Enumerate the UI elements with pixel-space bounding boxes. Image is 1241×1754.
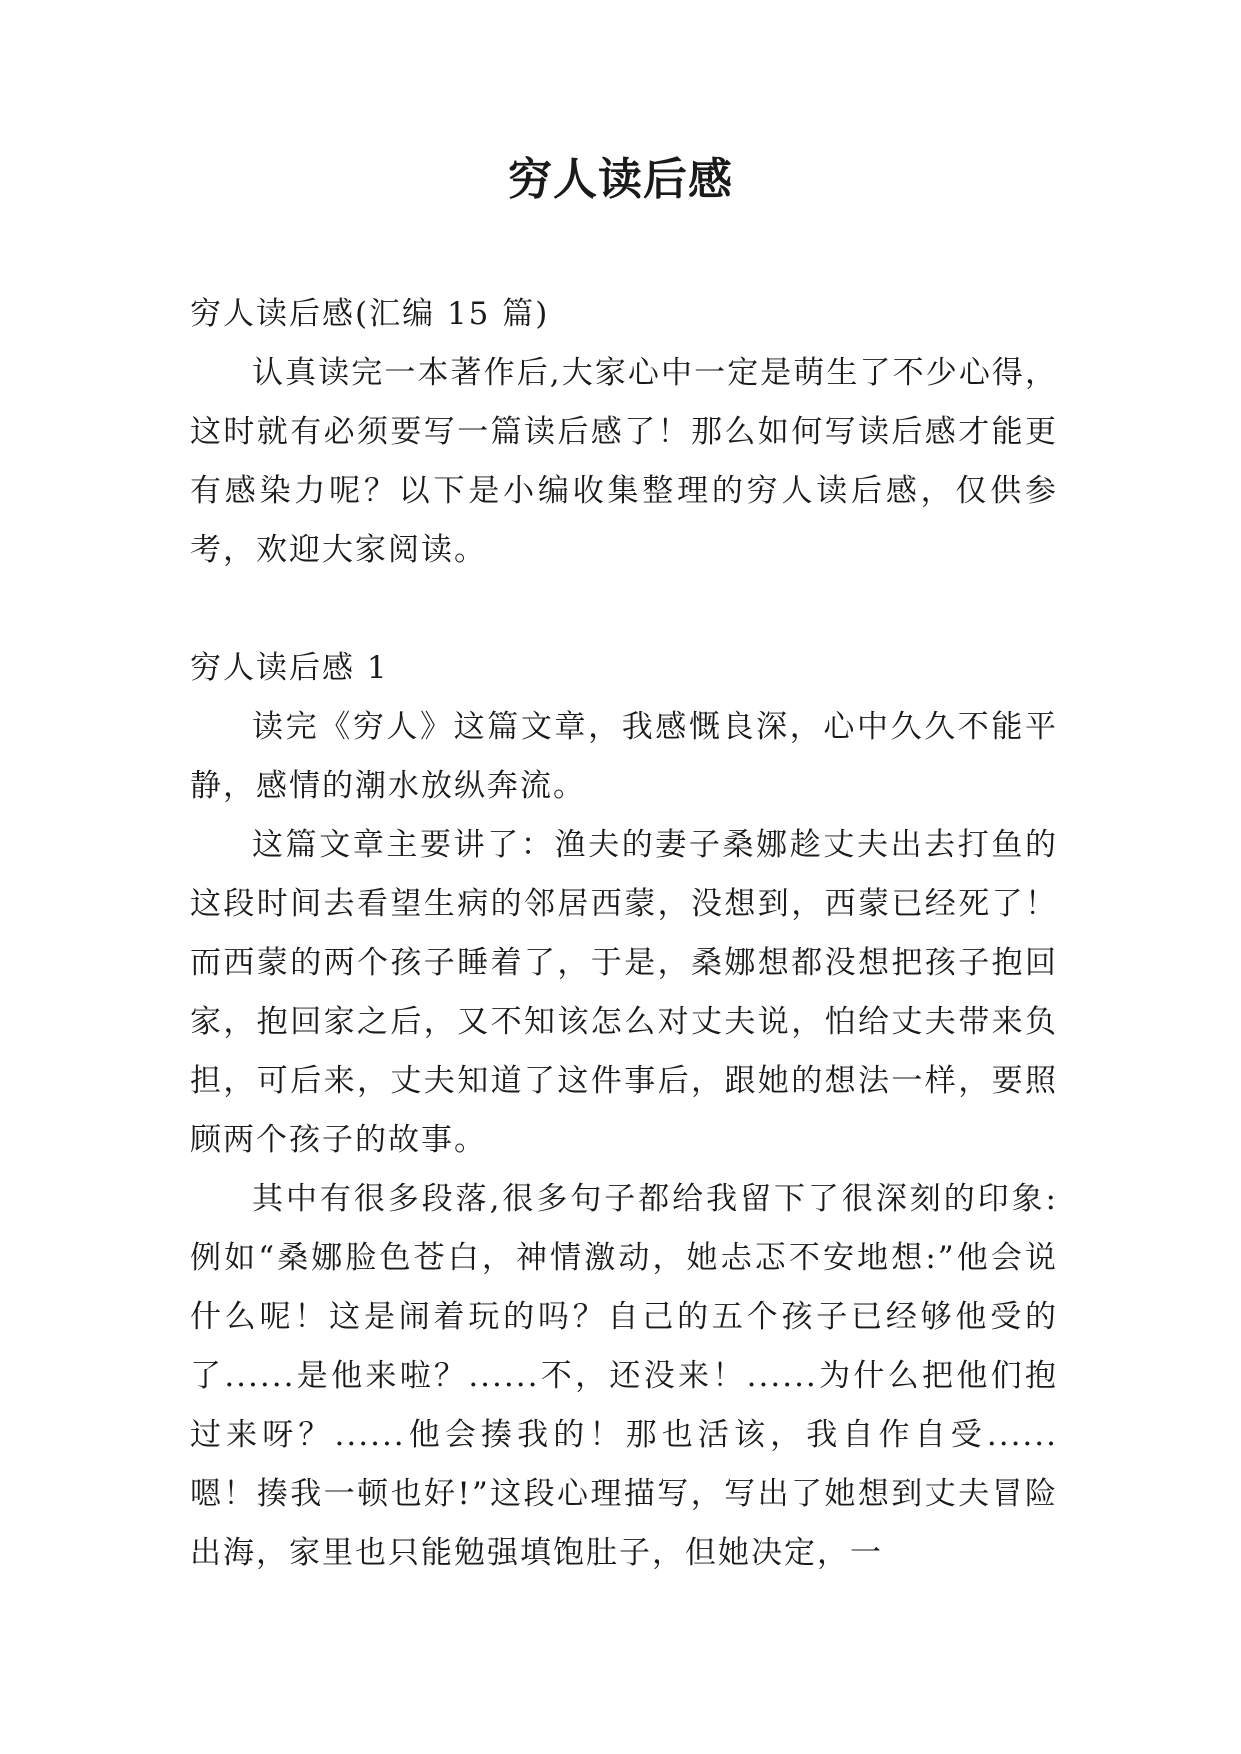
body-paragraph: 其中有很多段落,很多句子都给我留下了很深刻的印象:例如“桑娜脸色苍白，神情激动，她忐忑不安地想:”他会说什么呢！这是闹着玩的吗？自己的五个孩子已经够他受的了......是他来啦？......不，还没来！......为什么把他们抱过来呀？......他会揍我的！那也活该，我自作自受......嗯！揍我一顿也好!”这段心理描写，写出了她想到丈夫冒险出海，家里也只能勉强填饱肚子，但她决定，一 <box>190 1181 1058 1571</box>
collection-heading: 穷人读后感(汇编 15 篇) <box>190 296 550 332</box>
body-paragraph: 读完《穷人》这篇文章，我感慨良深，心中久久不能平静，感情的潮水放纵奔流。 <box>190 709 1058 804</box>
document-title: 穷人读后感 <box>508 154 733 205</box>
intro-paragraph: 认真读完一本著作后,大家心中一定是萌生了不少心得，这时就有必须要写一篇读后感了！那么如何写读后感才能更有感染力呢？以下是小编收集整理的穷人读后感，仅供参考，欢迎大家阅读。 <box>190 355 1058 568</box>
section-spacer <box>190 580 1058 639</box>
section-heading: 穷人读后感 1 <box>190 650 389 686</box>
document-body <box>190 285 1058 1583</box>
body-paragraph: 这篇文章主要讲了：渔夫的妻子桑娜趁丈夫出去打鱼的这段时间去看望生病的邻居西蒙，没想到，西蒙已经死了！而西蒙的两个孩子睡着了，于是，桑娜想都没想把孩子抱回家，抱回家之后，又不知该怎么对丈夫说，怕给丈夫带来负担，可后来，丈夫知道了这件事后，跟她的想法一样，要照顾两个孩子的故事。 <box>190 827 1058 1158</box>
